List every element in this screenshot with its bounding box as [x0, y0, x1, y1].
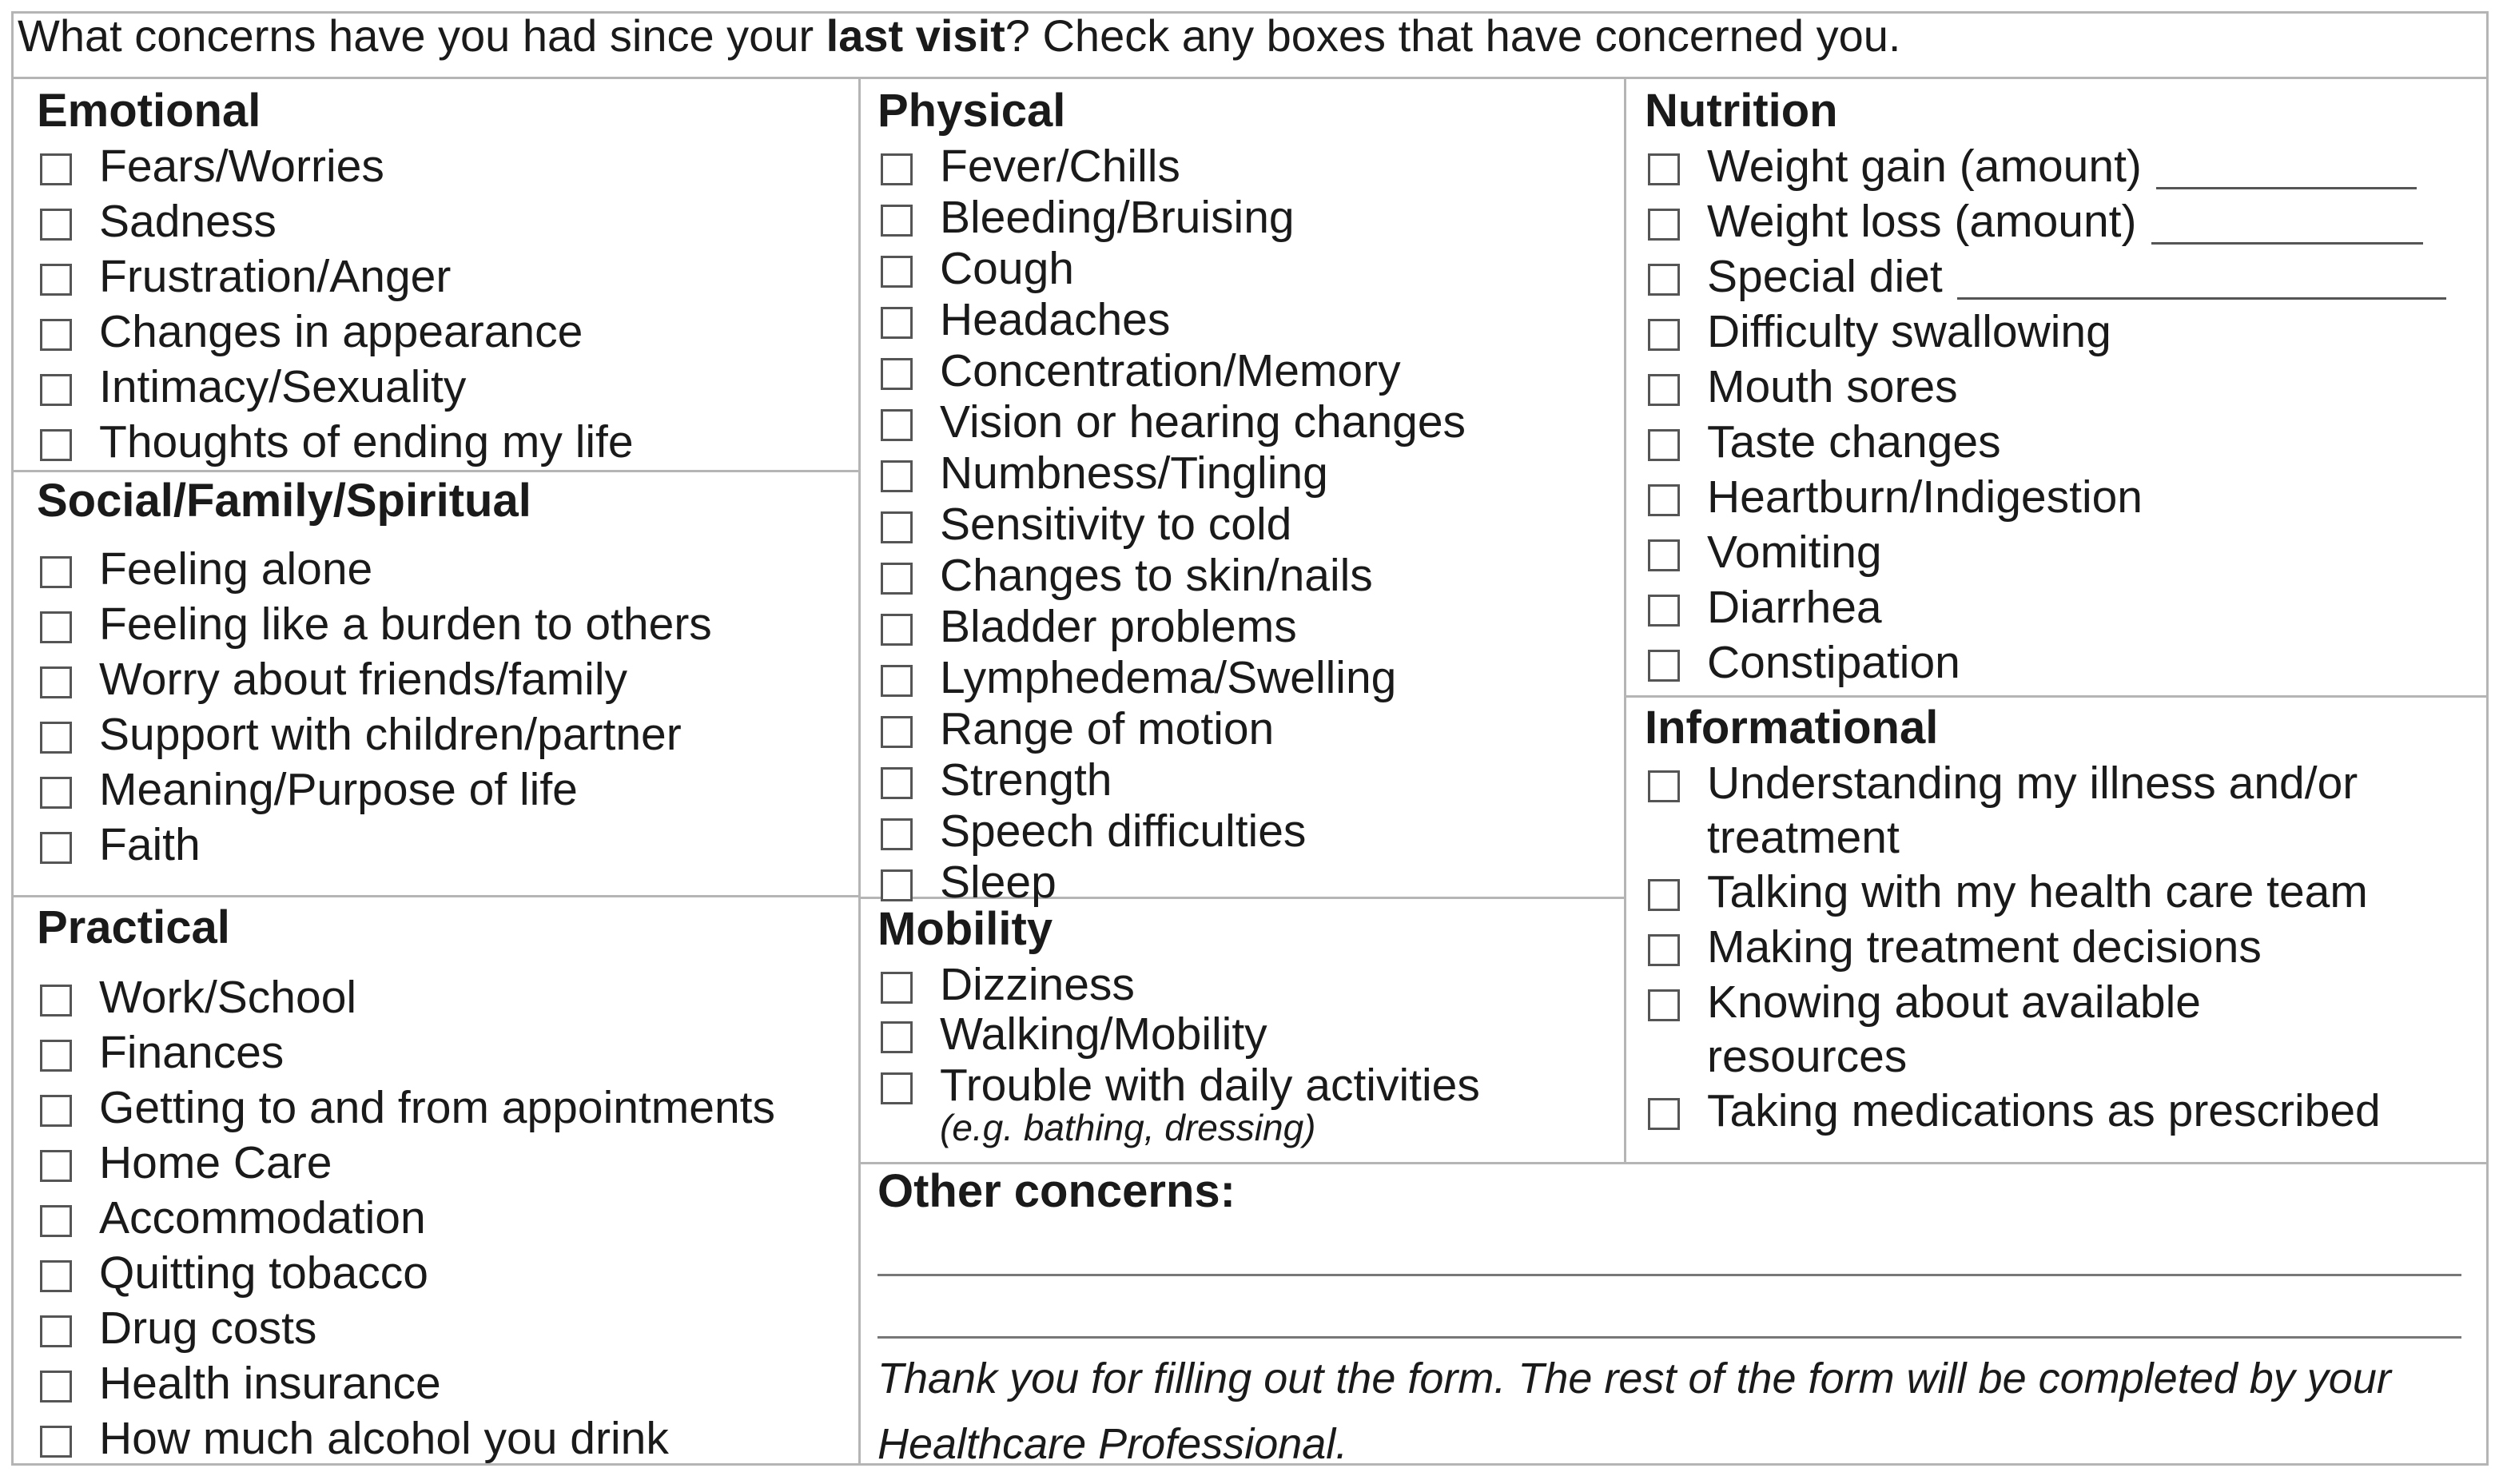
checkbox[interactable] [40, 1371, 72, 1402]
checkbox-label: Home Care [99, 1137, 332, 1188]
weight-gain-blank[interactable] [2156, 139, 2417, 189]
mobility-section [877, 901, 1480, 1149]
checkbox-label: Vomiting [1707, 527, 1882, 578]
checkbox[interactable] [1648, 650, 1680, 682]
column-divider-2 [1624, 77, 1626, 1164]
mobility-title: Mobility [877, 903, 1053, 955]
checkbox-label: Work/School [99, 972, 357, 1023]
checkbox[interactable] [1648, 1098, 1680, 1130]
checkbox[interactable] [881, 460, 913, 492]
checkbox-label: Numbness/Tingling [940, 448, 1328, 499]
checkbox[interactable] [881, 716, 913, 748]
checkbox-item[interactable] [1645, 470, 2446, 525]
checkbox-label: Dizziness [940, 959, 1135, 1010]
checkbox[interactable] [1648, 264, 1680, 296]
checkbox[interactable] [881, 818, 913, 850]
checkbox-item[interactable] [37, 1246, 775, 1301]
other-concerns-section [877, 1164, 1236, 1219]
checkbox-item[interactable] [877, 804, 1466, 855]
checkbox-label: Speech difficulties [940, 806, 1307, 857]
checkbox[interactable] [1648, 153, 1680, 185]
checkbox[interactable] [1648, 429, 1680, 461]
checkbox[interactable] [881, 1021, 913, 1053]
checkbox-label: Talking with my health care team [1707, 866, 2368, 917]
checkbox[interactable] [881, 767, 913, 799]
social-list [37, 542, 712, 873]
checkbox-label: Fears/Worries [99, 141, 384, 192]
checkbox-label: Difficulty swallowing [1707, 306, 2111, 357]
other-concerns-line-1[interactable] [877, 1274, 2461, 1276]
practical-section [37, 900, 775, 1466]
checkbox[interactable] [881, 563, 913, 595]
checkbox-item[interactable] [37, 304, 634, 360]
physical-list [877, 139, 1466, 906]
checkbox[interactable] [881, 358, 913, 390]
checkbox[interactable] [40, 611, 72, 643]
checkbox-label: Intimacy/Sexuality [99, 361, 467, 412]
checkbox-label: Getting to and from appointments [99, 1082, 775, 1133]
checkbox[interactable] [40, 1315, 72, 1347]
checkbox-label: How much alcohol you drink [99, 1413, 669, 1464]
checkbox-label: Vision or hearing changes [940, 396, 1466, 448]
emotional-title: Emotional [37, 85, 261, 137]
checkbox[interactable] [1648, 989, 1680, 1021]
checkbox-item[interactable] [1645, 975, 2476, 1084]
checkbox-label: Walking/Mobility [940, 1009, 1267, 1060]
checkbox[interactable] [40, 722, 72, 754]
checkbox-label: Faith [99, 819, 201, 870]
checkbox-item[interactable] [37, 1356, 775, 1411]
checkbox-item[interactable] [37, 652, 712, 707]
checkbox[interactable] [881, 307, 913, 339]
checkbox-item[interactable] [1645, 415, 2446, 470]
checkbox-item[interactable] [1645, 304, 2446, 360]
checkbox[interactable] [1648, 374, 1680, 406]
checkbox-item[interactable] [1645, 525, 2446, 580]
checkbox-label: Knowing about available resources [1707, 977, 2201, 1082]
checkbox-label: Mouth sores [1707, 361, 1958, 412]
checkbox-item[interactable] [1645, 580, 2446, 635]
emotional-list [37, 139, 634, 470]
nutrition-title: Nutrition [1645, 85, 1838, 137]
checkbox[interactable] [1648, 484, 1680, 516]
checkbox-item[interactable] [1645, 920, 2476, 975]
checkbox[interactable] [1648, 879, 1680, 911]
checkbox[interactable] [881, 972, 913, 1004]
nutrition-list [1645, 139, 2446, 690]
checkbox-label: Sleep [940, 857, 1057, 908]
checkbox-label: Changes to skin/nails [940, 550, 1373, 601]
checkbox-item[interactable] [37, 1191, 775, 1246]
header-text-start: What concerns have you had since your [18, 10, 826, 61]
nutrition-section [1645, 83, 2446, 690]
checkbox-label: Quitting tobacco [99, 1247, 428, 1299]
checkbox[interactable] [881, 614, 913, 646]
checkbox-item[interactable] [1645, 1084, 2476, 1139]
checkbox-label: Heartburn/Indigestion [1707, 471, 2143, 523]
checkbox[interactable] [40, 556, 72, 588]
checkbox-label: Accommodation [99, 1192, 426, 1243]
checkbox-item[interactable] [37, 1080, 775, 1136]
social-practical-divider [11, 895, 860, 897]
checkbox[interactable] [881, 153, 913, 185]
checkbox-item[interactable] [877, 599, 1466, 650]
checkbox[interactable] [40, 1095, 72, 1127]
checkbox-item[interactable] [877, 1058, 1480, 1111]
checkbox[interactable] [40, 777, 72, 809]
checkbox-item[interactable] [37, 818, 712, 873]
checkbox-label: Trouble with daily activities [940, 1060, 1480, 1111]
checkbox-item[interactable] [37, 249, 634, 304]
checkbox-label: Frustration/Anger [99, 251, 452, 302]
emotional-social-divider [11, 470, 860, 472]
checkbox-label: Making treatment decisions [1707, 921, 2262, 973]
checkbox-item[interactable] [37, 762, 712, 818]
checkbox-label: Worry about friends/family [99, 654, 628, 705]
other-concerns-line-2[interactable] [877, 1336, 2461, 1339]
checkbox-item[interactable] [877, 395, 1466, 446]
checkbox[interactable] [1648, 934, 1680, 966]
checkbox-item[interactable] [877, 957, 1480, 1010]
header-text-end: ? Check any boxes that have concerned you. [1005, 10, 1901, 61]
column-divider-1 [858, 77, 861, 1466]
checkbox-item[interactable] [877, 446, 1466, 497]
checkbox-item[interactable] [37, 542, 712, 597]
special-diet-blank[interactable] [1957, 249, 2446, 300]
checkbox-item[interactable] [877, 548, 1466, 599]
checkbox-item[interactable] [37, 1136, 775, 1191]
checkbox[interactable] [40, 1260, 72, 1292]
thank-you-note: Thank you for filling out the form. The rest of the form will be completed by your Healthcare Professional. [877, 1355, 2391, 1468]
checkbox-label: Drug costs [99, 1303, 317, 1354]
checkbox[interactable] [40, 832, 72, 864]
checkbox-label: Taste changes [1707, 416, 2001, 467]
checkbox-item[interactable] [877, 292, 1466, 344]
practical-list [37, 970, 775, 1466]
nutrition-informational-divider [1624, 695, 2489, 698]
checkbox-label: Special diet [1707, 251, 1943, 302]
checkbox-label: Understanding my illness and/or treatment [1707, 758, 2358, 863]
checkbox-item[interactable] [1645, 635, 2446, 690]
checkbox[interactable] [1648, 539, 1680, 571]
checkbox-label: Headaches [940, 294, 1171, 345]
checkbox[interactable] [40, 429, 72, 461]
checkbox-item[interactable] [877, 1007, 1480, 1058]
weight-loss-blank[interactable] [2151, 194, 2423, 245]
checkbox-item[interactable] [37, 415, 634, 470]
physical-section [877, 83, 1466, 906]
checkbox-item[interactable] [877, 753, 1466, 804]
header-emphasis: last visit [826, 10, 1005, 61]
checkbox[interactable] [881, 205, 913, 237]
checkbox-label: Fever/Chills [940, 141, 1180, 192]
checkbox-item[interactable] [877, 855, 1466, 906]
checkbox[interactable] [40, 264, 72, 296]
checkbox-item[interactable] [877, 344, 1466, 395]
checkbox-label: Support with children/partner [99, 709, 682, 760]
checkbox-item[interactable] [877, 497, 1466, 548]
informational-title: Informational [1645, 702, 1939, 754]
checkbox-label: Feeling like a burden to others [99, 599, 712, 650]
checkbox-label: Concentration/Memory [940, 345, 1401, 396]
form-header [18, 8, 1901, 64]
checkbox-item[interactable] [1645, 139, 2446, 194]
checkbox-item[interactable] [877, 650, 1466, 702]
informational-section [1645, 700, 2476, 1139]
checkbox-item[interactable] [37, 194, 634, 249]
header-divider [11, 77, 2489, 79]
checkbox-label: Range of motion [940, 703, 1275, 754]
checkbox-label: Diarrhea [1707, 582, 1882, 633]
checkbox-label: Bladder problems [940, 601, 1297, 652]
checkbox-label: Sensitivity to cold [940, 499, 1292, 550]
checkbox[interactable] [1648, 595, 1680, 627]
checkbox-item[interactable] [37, 970, 775, 1025]
checkbox[interactable] [881, 256, 913, 288]
practical-title: Practical [37, 901, 230, 953]
checkbox-label: Bleeding/Bruising [940, 192, 1295, 243]
checkbox[interactable] [40, 374, 72, 406]
checkbox-label: Finances [99, 1027, 285, 1078]
other-concerns-title: Other concerns: [877, 1165, 1236, 1217]
checkbox[interactable] [40, 153, 72, 185]
checkbox-label: Meaning/Purpose of life [99, 764, 578, 815]
checkbox-label: Feeling alone [99, 543, 373, 595]
checkbox-label: Strength [940, 754, 1112, 806]
checkbox-item[interactable] [877, 702, 1466, 753]
checkbox[interactable] [1648, 209, 1680, 241]
checkbox-item[interactable] [37, 139, 634, 194]
checkbox[interactable] [40, 1040, 72, 1072]
checkbox[interactable] [1648, 770, 1680, 802]
checkbox[interactable] [40, 319, 72, 351]
checkbox-item[interactable] [1645, 249, 2446, 304]
checkbox-label: Lymphedema/Swelling [940, 652, 1397, 703]
mobility-note: (e.g. bathing, dressing) [940, 1107, 1316, 1148]
checkbox-item[interactable] [1645, 194, 2446, 249]
checkbox-item[interactable] [877, 139, 1466, 190]
physical-title: Physical [877, 85, 1066, 137]
checkbox-label: Weight loss (amount) [1707, 196, 2137, 247]
checkbox[interactable] [881, 409, 913, 441]
checkbox-item[interactable] [37, 360, 634, 415]
social-section [37, 473, 712, 873]
checkbox[interactable] [40, 1426, 72, 1458]
checkbox-item[interactable] [877, 190, 1466, 241]
checkbox-item[interactable] [1645, 756, 2476, 865]
informational-list [1645, 756, 2476, 1139]
checkbox-label: Cough [940, 243, 1074, 294]
checkbox[interactable] [881, 511, 913, 543]
checkbox-item[interactable] [1645, 865, 2476, 920]
emotional-section [37, 83, 634, 470]
checkbox-item[interactable] [37, 1301, 775, 1356]
checkbox-item[interactable] [37, 1411, 775, 1466]
checkbox[interactable] [40, 1205, 72, 1237]
checkbox[interactable] [881, 665, 913, 697]
checkbox[interactable] [40, 985, 72, 1017]
checkbox-label: Thoughts of ending my life [99, 416, 634, 467]
checkbox[interactable] [40, 209, 72, 241]
checkbox-label: Taking medications as prescribed [1707, 1085, 2381, 1136]
checkbox[interactable] [881, 869, 913, 901]
checkbox[interactable] [40, 1150, 72, 1182]
checkbox-label: Weight gain (amount) [1707, 141, 2142, 192]
checkbox-item[interactable] [37, 1025, 775, 1080]
checkbox-label: Sadness [99, 196, 277, 247]
checkbox-item[interactable] [1645, 360, 2446, 415]
checkbox-label: Changes in appearance [99, 306, 583, 357]
checkbox[interactable] [881, 1072, 913, 1104]
checkbox-item[interactable] [37, 707, 712, 762]
checkbox[interactable] [1648, 319, 1680, 351]
checkbox-label: Constipation [1707, 637, 1960, 688]
checkbox-label: Health insurance [99, 1358, 441, 1409]
checkbox[interactable] [40, 666, 72, 698]
mobility-list [877, 957, 1480, 1149]
social-title: Social/Family/Spiritual [37, 475, 531, 527]
checkbox-item[interactable] [37, 597, 712, 652]
checkbox-item[interactable] [877, 241, 1466, 292]
